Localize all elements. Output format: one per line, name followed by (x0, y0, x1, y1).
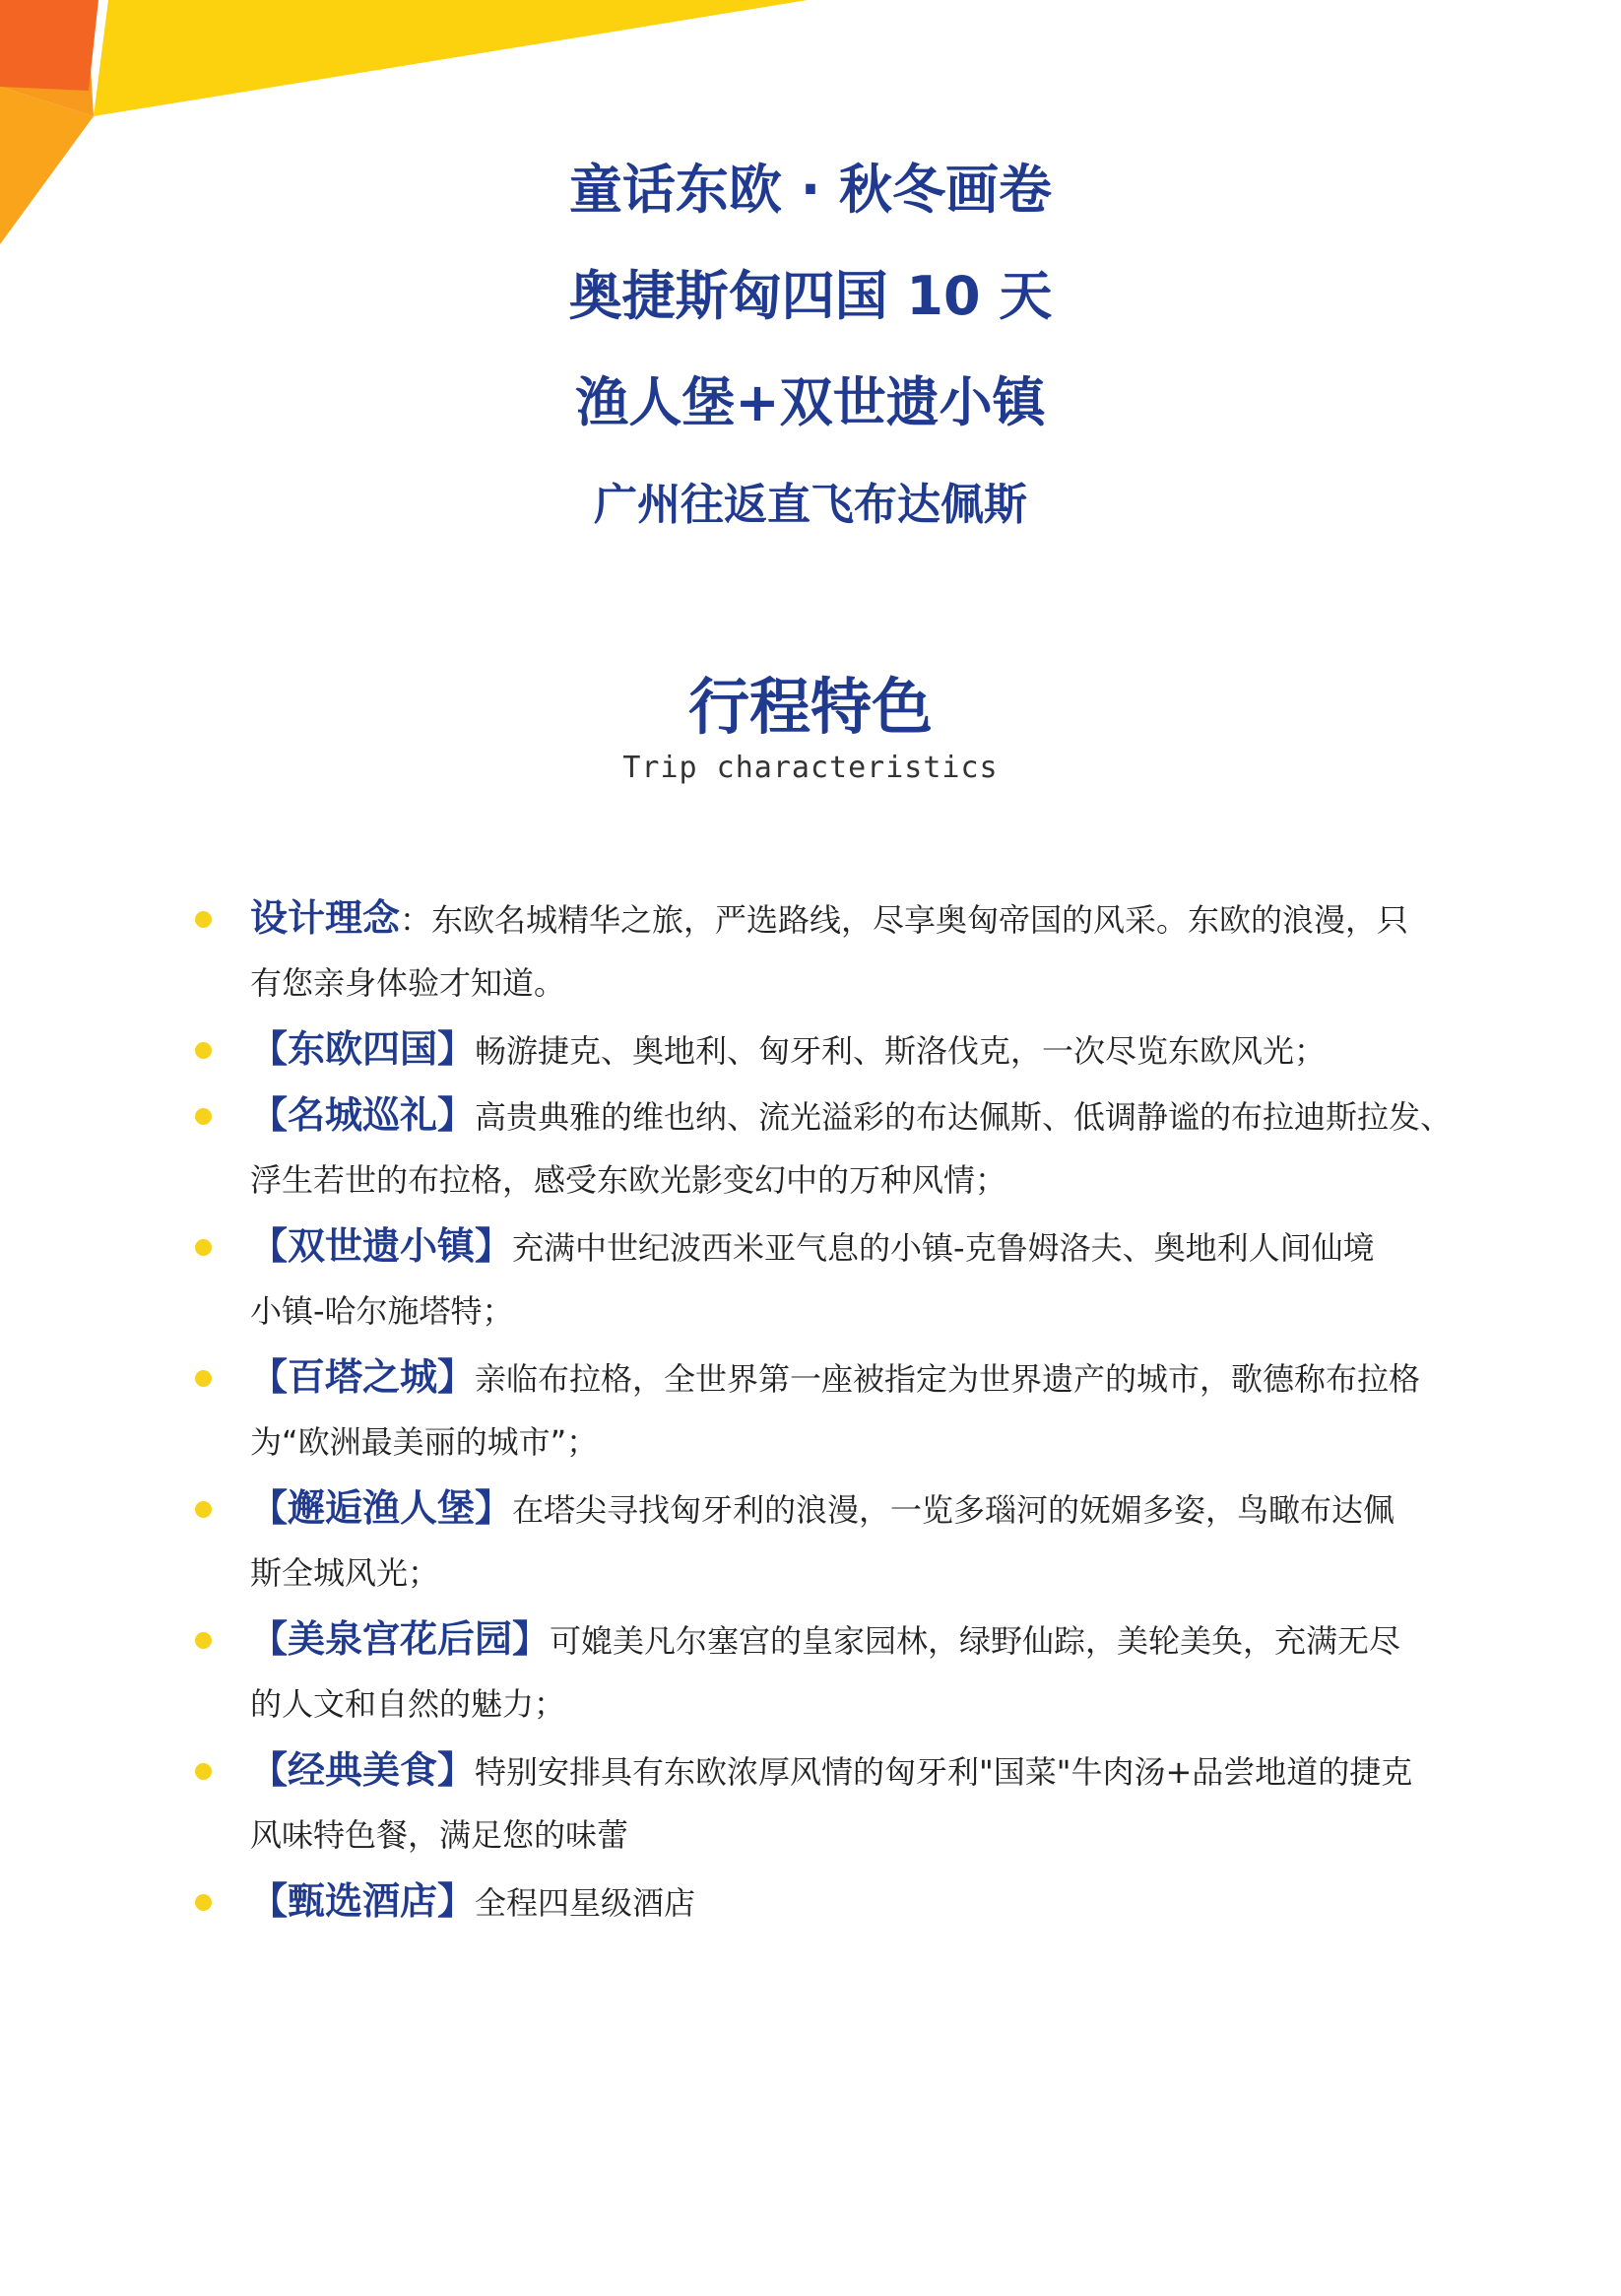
list-item-line (250, 1093, 1452, 1139)
list-item-text: 充满中世纪波西米亚气息的小镇-克鲁姆洛夫、奥地利人间仙境 (512, 1229, 1375, 1267)
title-line-4: 广州往返直飞布达佩斯 (594, 480, 1027, 530)
list-item-line (250, 1617, 1400, 1663)
corner-red-orange-shape (0, 0, 98, 91)
section-subtitle: Trip characteristics (622, 751, 999, 785)
list-item-text: 可媲美凡尔塞宫的皇家园林，绿野仙踪，美轮美奂，充满无尽 (550, 1622, 1401, 1660)
bullet-dot-icon (195, 911, 212, 928)
list-item-title: 【东欧四国】 (250, 1027, 476, 1071)
list-item-title: 【名城巡礼】 (250, 1093, 476, 1137)
bullet-dot-icon (195, 1042, 212, 1059)
list-item-line: 为“欧洲最美丽的城市”； (250, 1423, 599, 1461)
list-item-line: 小镇-哈尔施塔特； (250, 1292, 514, 1330)
bullet-dot-icon (195, 1370, 212, 1387)
list-item-text: 亲临布拉格，全世界第一座被指定为世界遗产的城市，歌德称布拉格 (475, 1360, 1421, 1398)
list-item-title: 【邂逅渔人堡】 (250, 1486, 513, 1530)
bullet-dot-icon (195, 1894, 212, 1911)
title-line-3: 渔人堡+双世遗小镇 (575, 371, 1046, 433)
list-item-text: 畅游捷克、奥地利、匈牙利、斯洛伐克，一次尽览东欧风光； (475, 1032, 1327, 1070)
list-item-title: 【百塔之城】 (250, 1355, 476, 1399)
corner-yellow-shape (94, 0, 808, 116)
section-title: 行程特色 (687, 671, 933, 743)
list-item-line: 浮生若世的布拉格，感受东欧光影变幻中的万种风情； (250, 1161, 1007, 1199)
list-item-line (250, 1486, 1394, 1532)
list-item-text: 高贵典雅的维也纳、流光溢彩的布达佩斯、低调静谧的布拉迪斯拉发、 (475, 1098, 1453, 1136)
list-item-text: 在塔尖寻找匈牙利的浪漫，一览多瑙河的妩媚多姿，鸟瞰布达佩 (512, 1491, 1395, 1529)
bullet-dot-icon (195, 1632, 212, 1649)
list-item-line: 的人文和自然的魅力； (250, 1685, 566, 1723)
title-line-2: 奥捷斯匈四国 10 天 (568, 265, 1053, 327)
list-item-line (250, 1879, 695, 1925)
list-item-text: ：东欧名城精华之旅，严选路线，尽享奥匈帝国的风采。东欧的浪漫，只 (400, 901, 1409, 939)
list-item-title: 【美泉宫花后园】 (250, 1617, 551, 1661)
list-item-title: 设计理念 (250, 896, 401, 940)
list-item-line: 有您亲身体验才知道。 (250, 964, 566, 1002)
title-line-1: 童话东欧 · 秋冬画卷 (568, 159, 1053, 221)
list-item-title: 【甄选酒店】 (250, 1879, 476, 1923)
list-item-text: 全程四星级酒店 (475, 1884, 696, 1922)
list-item-line (250, 896, 1408, 942)
list-item-line: 斯全城风光； (250, 1554, 440, 1592)
list-item-line (250, 1027, 1326, 1073)
list-item-line (250, 1224, 1375, 1270)
bullet-dot-icon (195, 1108, 212, 1125)
list-item-title: 【双世遗小镇】 (250, 1224, 513, 1268)
bullet-dot-icon (195, 1763, 212, 1780)
list-item-title: 【经典美食】 (250, 1748, 476, 1792)
list-item-line (250, 1748, 1412, 1794)
list-item-line: 风味特色餐，满足您的味蕾 (250, 1816, 629, 1854)
bullet-dot-icon (195, 1501, 212, 1518)
list-item-line (250, 1355, 1420, 1401)
bullet-dot-icon (195, 1239, 212, 1256)
list-item-text: 特别安排具有东欧浓厚风情的匈牙利"国菜"牛肉汤+品尝地道的捷克 (475, 1753, 1413, 1791)
